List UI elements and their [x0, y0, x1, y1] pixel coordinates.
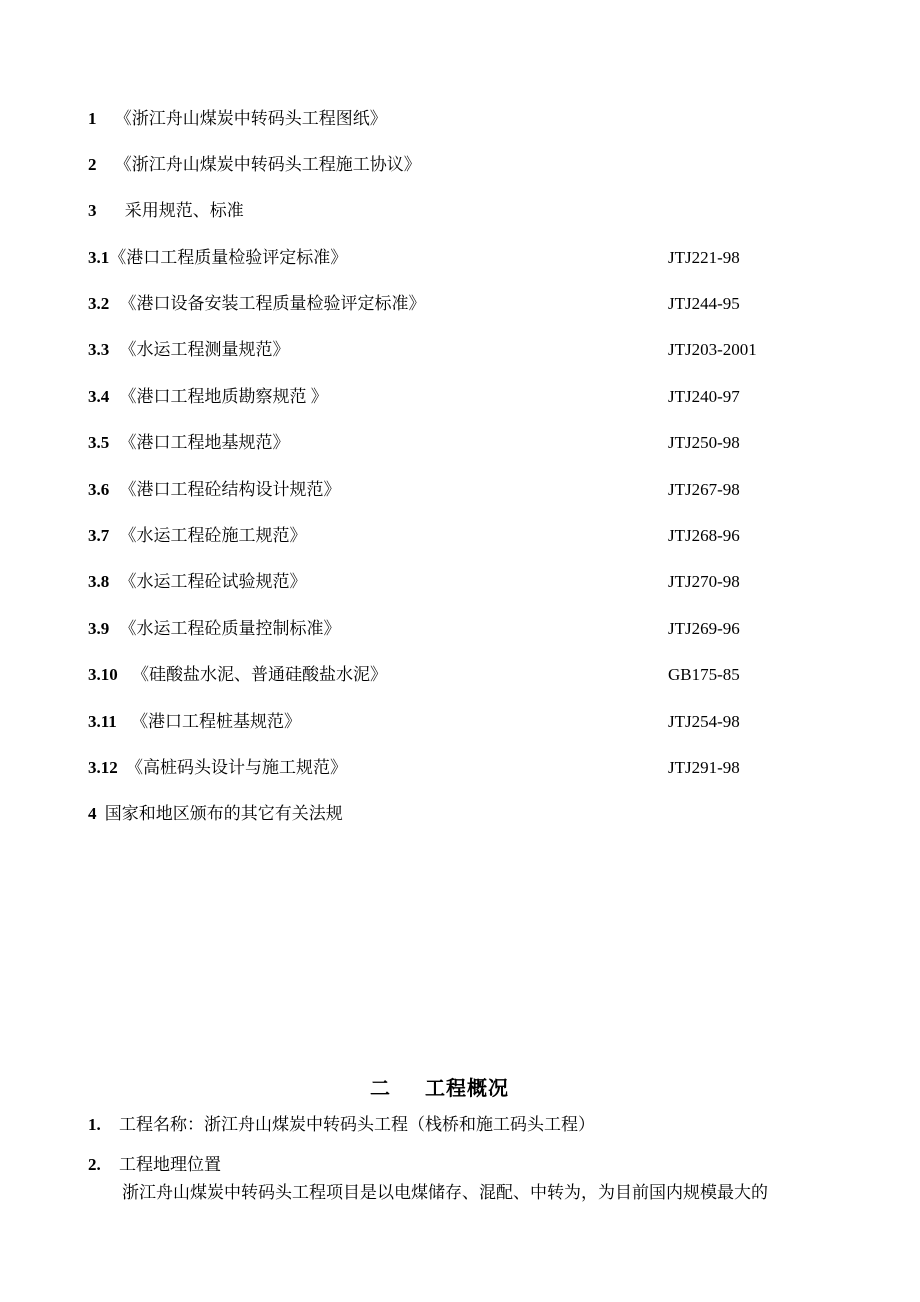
ref-number: 3.12	[88, 758, 118, 777]
ref-line	[88, 757, 347, 779]
list-item	[88, 1114, 595, 1136]
ref-title: 国家和地区颁布的其它有关法规	[104, 804, 343, 823]
ref-line	[88, 479, 341, 501]
ref-number: 3	[88, 201, 97, 220]
ref-number: 3.7	[88, 526, 110, 545]
ref-number: 1	[88, 109, 97, 128]
ref-number: 3.11	[88, 712, 117, 731]
ref-code: JTJ240-97	[668, 387, 740, 406]
ref-line	[88, 618, 341, 640]
ref-line	[88, 247, 347, 269]
ref-line	[88, 711, 301, 733]
section-heading	[370, 1072, 509, 1101]
section-number: 二	[370, 1078, 391, 1100]
ref-title: 《港口工程质量检验评定标准》	[109, 248, 348, 267]
ref-code: JTJ269-96	[668, 619, 740, 638]
ref-code: JTJ244-95	[668, 294, 740, 313]
ref-code: JTJ250-98	[668, 433, 740, 452]
ref-title: 《水运工程砼试验规范》	[119, 572, 307, 591]
ref-line	[88, 803, 343, 825]
ref-title: 《高桩码头设计与施工规范》	[126, 758, 347, 777]
ref-title: 《港口工程地基规范》	[119, 433, 290, 452]
ref-number: 3.4	[88, 387, 110, 406]
ref-title: 《港口工程地质勘察规范 》	[119, 387, 328, 406]
ref-line	[88, 664, 387, 686]
ref-title: 《水运工程测量规范》	[119, 340, 290, 359]
ref-number: 3.6	[88, 480, 110, 499]
item-text: 工程名称：浙江舟山煤炭中转码头工程（栈桥和施工码头工程）	[119, 1115, 595, 1134]
ref-number: 3.5	[88, 433, 110, 452]
ref-title: 《浙江舟山煤炭中转码头工程图纸》	[114, 109, 387, 128]
ref-code: JTJ254-98	[668, 712, 740, 731]
ref-line	[88, 108, 387, 130]
section-title: 工程概况	[425, 1078, 509, 1100]
ref-code: JTJ270-98	[668, 572, 740, 591]
ref-number: 3.2	[88, 294, 110, 313]
ref-number: 3.10	[88, 665, 118, 684]
ref-line	[88, 525, 307, 547]
ref-title: 《浙江舟山煤炭中转码头工程施工协议》	[114, 155, 421, 174]
ref-code: JTJ203-2001	[668, 340, 757, 359]
ref-title: 《水运工程砼质量控制标准》	[119, 619, 341, 638]
ref-title: 《水运工程砼施工规范》	[119, 526, 307, 545]
item-text: 工程地理位置	[119, 1155, 221, 1174]
ref-number: 3.3	[88, 340, 110, 359]
ref-title: 《港口设备安装工程质量检验评定标准》	[119, 294, 426, 313]
list-item	[88, 1154, 221, 1176]
ref-title: 《港口工程桩基规范》	[131, 712, 302, 731]
ref-title: 《港口工程砼结构设计规范》	[119, 480, 341, 499]
ref-number: 3.1	[88, 248, 110, 267]
ref-line	[88, 571, 307, 593]
ref-line	[88, 386, 328, 408]
ref-code: JTJ291-98	[668, 758, 740, 777]
body-paragraph: 浙江舟山煤炭中转码头工程项目是以电煤储存、混配、中转为，为目前国内规模最大的	[122, 1183, 768, 1202]
item-number: 1.	[88, 1115, 101, 1134]
ref-title: 采用规范、标准	[124, 201, 244, 220]
ref-number: 4	[88, 804, 97, 823]
item-number: 2.	[88, 1155, 101, 1174]
ref-number: 3.8	[88, 572, 110, 591]
ref-code: JTJ267-98	[668, 480, 740, 499]
ref-number: 2	[88, 155, 97, 174]
ref-line	[88, 339, 290, 361]
ref-code: JTJ221-98	[668, 248, 740, 267]
ref-line	[88, 154, 421, 176]
ref-line	[88, 293, 426, 315]
ref-title: 《硅酸盐水泥、普通硅酸盐水泥》	[132, 665, 387, 684]
ref-line	[88, 432, 290, 454]
ref-line	[88, 200, 244, 222]
ref-number: 3.9	[88, 619, 110, 638]
ref-code: GB175-85	[668, 665, 740, 684]
ref-code: JTJ268-96	[668, 526, 740, 545]
